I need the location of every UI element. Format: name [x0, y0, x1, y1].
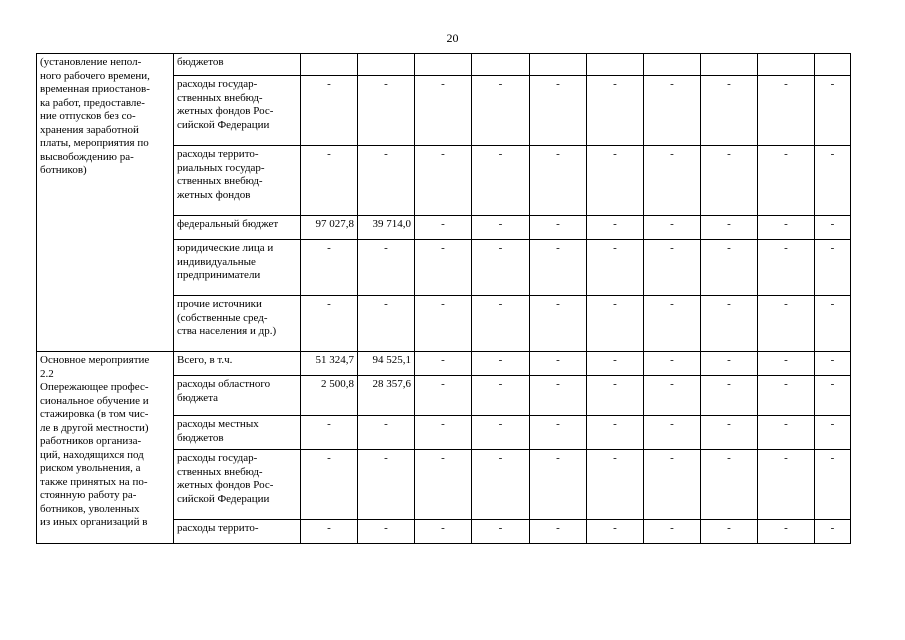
value-cell	[358, 54, 415, 76]
value-cell: -	[701, 450, 758, 520]
value-cell: -	[587, 296, 644, 352]
value-cell: -	[644, 450, 701, 520]
funding-source: расходы государ- ственных внебюд- жетных фондов Рос- сийской Федерации	[174, 450, 301, 520]
value-cell: -	[415, 416, 472, 450]
value-cell: -	[587, 450, 644, 520]
value-cell: -	[415, 76, 472, 146]
value-cell: -	[815, 146, 851, 216]
value-cell	[758, 54, 815, 76]
value-cell: -	[758, 416, 815, 450]
value-cell: 97 027,8	[301, 216, 358, 240]
value-cell: -	[758, 146, 815, 216]
value-cell: -	[587, 240, 644, 296]
value-cell: -	[472, 520, 530, 544]
value-cell	[644, 54, 701, 76]
value-cell: -	[701, 216, 758, 240]
value-cell: -	[358, 520, 415, 544]
value-cell: -	[701, 376, 758, 416]
value-cell: 39 714,0	[358, 216, 415, 240]
value-cell: -	[815, 296, 851, 352]
value-cell: -	[472, 76, 530, 146]
value-cell: -	[644, 216, 701, 240]
value-cell	[415, 54, 472, 76]
activity-description: (установление непол- ного рабочего времени, временная приостанов- ка работ, предоставле- ние отпусков без со- хранения заработной платы, мероприятия по высвобождению ра- ботников)	[37, 54, 174, 352]
value-cell: -	[701, 296, 758, 352]
value-cell: -	[301, 76, 358, 146]
value-cell: -	[587, 416, 644, 450]
value-cell: -	[415, 520, 472, 544]
value-cell: -	[472, 216, 530, 240]
value-cell: -	[758, 450, 815, 520]
value-cell: -	[587, 352, 644, 376]
value-cell: -	[530, 520, 587, 544]
value-cell: -	[701, 146, 758, 216]
value-cell: -	[701, 352, 758, 376]
value-cell: -	[758, 376, 815, 416]
funding-source: расходы областного бюджета	[174, 376, 301, 416]
value-cell: -	[587, 520, 644, 544]
value-cell: -	[815, 376, 851, 416]
funding-source: расходы местных бюджетов	[174, 416, 301, 450]
funding-source: федеральный бюджет	[174, 216, 301, 240]
value-cell: -	[701, 416, 758, 450]
value-cell: -	[415, 240, 472, 296]
value-cell: 2 500,8	[301, 376, 358, 416]
value-cell: -	[358, 146, 415, 216]
value-cell: -	[587, 216, 644, 240]
table-row	[37, 54, 851, 76]
value-cell: -	[358, 416, 415, 450]
value-cell: -	[301, 296, 358, 352]
value-cell: -	[530, 76, 587, 146]
value-cell: -	[530, 376, 587, 416]
value-cell: -	[758, 520, 815, 544]
value-cell: -	[415, 376, 472, 416]
value-cell: -	[644, 352, 701, 376]
value-cell: -	[758, 240, 815, 296]
value-cell: -	[815, 520, 851, 544]
value-cell	[815, 54, 851, 76]
value-cell: -	[815, 416, 851, 450]
value-cell: -	[530, 450, 587, 520]
value-cell	[301, 54, 358, 76]
value-cell: -	[530, 416, 587, 450]
value-cell	[530, 54, 587, 76]
value-cell: -	[644, 146, 701, 216]
value-cell: -	[815, 216, 851, 240]
value-cell: -	[358, 296, 415, 352]
value-cell: 94 525,1	[358, 352, 415, 376]
value-cell: 28 357,6	[358, 376, 415, 416]
value-cell	[701, 54, 758, 76]
value-cell: -	[587, 146, 644, 216]
budget-table	[36, 53, 851, 544]
value-cell: -	[358, 76, 415, 146]
value-cell: -	[701, 520, 758, 544]
funding-source: бюджетов	[174, 54, 301, 76]
funding-source: Всего, в т.ч.	[174, 352, 301, 376]
value-cell: -	[415, 146, 472, 216]
value-cell	[587, 54, 644, 76]
value-cell: -	[472, 352, 530, 376]
value-cell: -	[415, 296, 472, 352]
value-cell: -	[472, 296, 530, 352]
value-cell: -	[301, 450, 358, 520]
value-cell: -	[758, 296, 815, 352]
funding-source: прочие источники (собственные сред- ства населения и др.)	[174, 296, 301, 352]
value-cell: -	[701, 76, 758, 146]
value-cell: -	[301, 520, 358, 544]
value-cell: -	[587, 76, 644, 146]
value-cell: -	[530, 352, 587, 376]
value-cell: -	[815, 76, 851, 146]
value-cell: -	[530, 146, 587, 216]
value-cell: -	[301, 146, 358, 216]
funding-source: расходы террито- риальных государ- ственных внебюд- жетных фондов	[174, 146, 301, 216]
value-cell: -	[644, 296, 701, 352]
value-cell: -	[758, 352, 815, 376]
value-cell: -	[758, 76, 815, 146]
value-cell: -	[758, 216, 815, 240]
value-cell: -	[815, 240, 851, 296]
page-number: 20	[446, 31, 459, 45]
value-cell: -	[358, 450, 415, 520]
budget-table-body	[37, 54, 851, 544]
value-cell: -	[415, 352, 472, 376]
value-cell: -	[301, 240, 358, 296]
value-cell: -	[644, 76, 701, 146]
value-cell: -	[701, 240, 758, 296]
value-cell: -	[644, 376, 701, 416]
value-cell: -	[530, 216, 587, 240]
value-cell: -	[644, 416, 701, 450]
value-cell: -	[644, 520, 701, 544]
value-cell: -	[472, 376, 530, 416]
value-cell	[472, 54, 530, 76]
value-cell: -	[415, 450, 472, 520]
value-cell: -	[472, 416, 530, 450]
funding-source: расходы террито-	[174, 520, 301, 544]
value-cell: -	[472, 146, 530, 216]
value-cell: -	[415, 216, 472, 240]
funding-source: юридические лица и индивидуальные предприниматели	[174, 240, 301, 296]
value-cell: -	[815, 450, 851, 520]
value-cell: -	[530, 296, 587, 352]
value-cell: -	[815, 352, 851, 376]
table-row	[37, 352, 851, 376]
value-cell: -	[530, 240, 587, 296]
value-cell: -	[472, 240, 530, 296]
value-cell: -	[587, 376, 644, 416]
value-cell: 51 324,7	[301, 352, 358, 376]
value-cell: -	[472, 450, 530, 520]
value-cell: -	[644, 240, 701, 296]
activity-description: Основное мероприятие 2.2 Опережающее профес- сиональное обучение и стажировка (в том чис- ле в другой местности) работников организа- ций, находящихся под риском увольнения, а также принятых на по- стоянную работу ра- ботников, уволенных из иных организаций в	[37, 352, 174, 544]
value-cell: -	[358, 240, 415, 296]
funding-source: расходы государ- ственных внебюд- жетных фондов Рос- сийской Федерации	[174, 76, 301, 146]
value-cell: -	[301, 416, 358, 450]
